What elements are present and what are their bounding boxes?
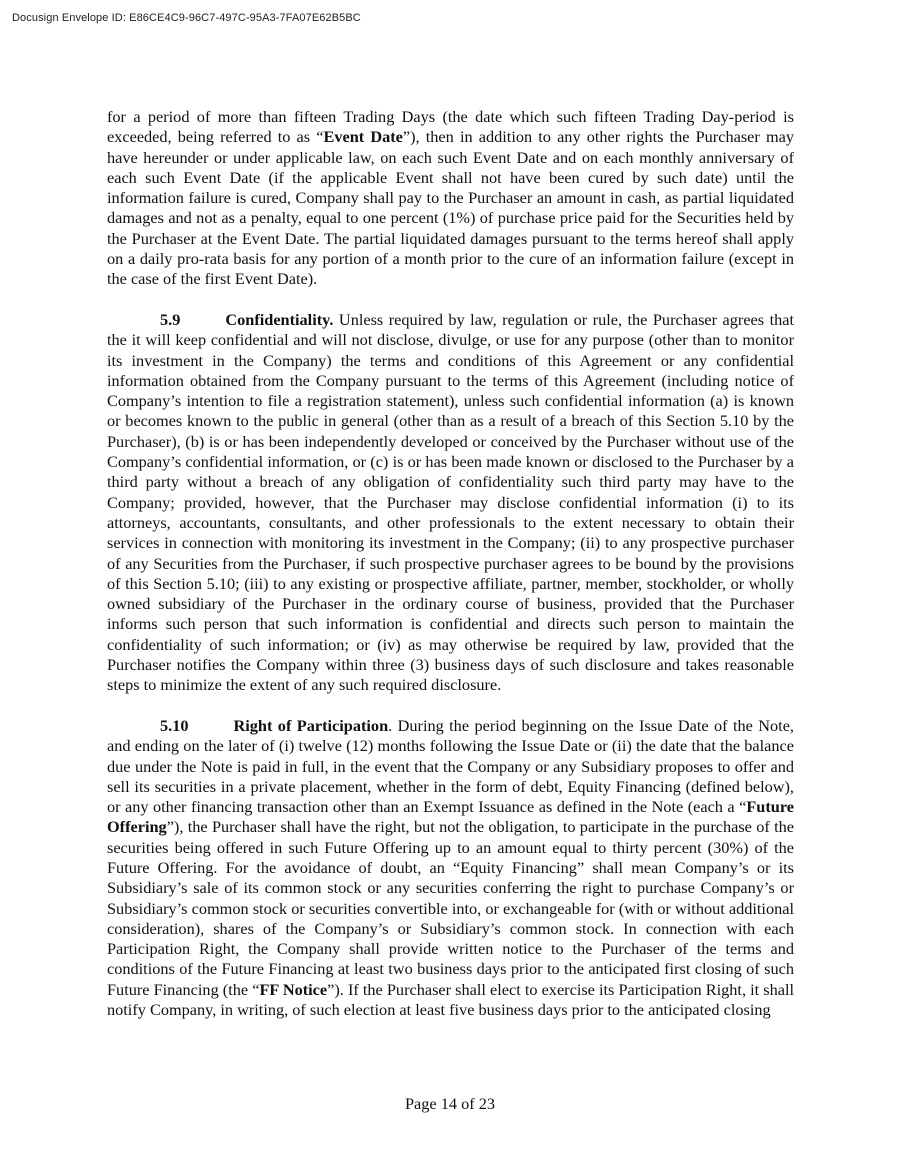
section-5-9 bbox=[107, 310, 794, 696]
paragraph-event-date bbox=[107, 107, 794, 290]
defined-term-ff-notice: FF Notice bbox=[259, 979, 328, 999]
envelope-id: Docusign Envelope ID: E86CE4C9-96C7-497C-95A3-7FA07E62B5BC bbox=[12, 12, 361, 24]
section-5-10 bbox=[107, 716, 794, 1020]
section-heading: Confidentiality. bbox=[225, 309, 334, 329]
document-body bbox=[107, 107, 794, 1041]
defined-term-event-date: Event Date bbox=[323, 127, 403, 147]
section-number: 5.10 bbox=[160, 715, 189, 735]
page-number: Page 14 of 23 bbox=[405, 1094, 495, 1113]
paragraph-text: Unless required by law, regulation or rule, the Purchaser agrees that the it will keep confidential and will not disclose, divulge, or use for any purpose (other than to monitor its investment in the Company) the terms and conditions of this Agreement or any confidential information obtained from the Company pursuant to the terms of this Agreement (including notice of Company’s intention to file a registration statement), unless such confidential information (a) is known or becomes known to the public in general (other than as a result of a breach of this Section 5.10 by the Purchaser), (b) is or has been independently developed or conceived by the Purchaser without use of the Company’s confidential information, or (c) is or has been made known or disclosed to the Purchaser by a third party without a breach of any obligation of confidentiality such third party may have to the Company; provided, however, that the Purchaser may disclose confidential information (i) to its attorneys, accountants, consultants, and other professionals to the extent necessary to obtain their services in connection with monitoring its investment in the Company; (ii) to any prospective purchaser of any Securities from the Purchaser, if such prospective purchaser agrees to be bound by the provisions of this Section 5.10; (iii) to any existing or prospective affiliate, partner, member, stockholder, or wholly owned subsidiary of the Purchaser in the ordinary course of business, provided that the Purchaser informs such person that such information is confidential and directs such person to maintain the confidentiality of such information; or (iv) as may otherwise be required by law, provided that the Purchaser notifies the Company within three (3) business days of such disclosure and takes reasonable steps to minimize the extent of any such required disclosure. bbox=[107, 309, 794, 695]
section-number: 5.9 bbox=[160, 309, 181, 329]
paragraph-text: ”), the Purchaser shall have the right, but not the obligation, to participate in the purchase of the securities being offered in such Future Offering up to an amount equal to thirty percent (30%) of the Future Offering. For the avoidance of doubt, an “Equity Financing” shall mean Company’s or its Subsidiary’s sale of its common stock or any securities conferring the right to purchase Company’s or Subsidiary’s common stock or securities convertible into, or exchangeable for (with or without additional consideration), shares of the Company’s or Subsidiary’s common stock. In connection with each Participation Right, the Company shall provide written notice to the Purchaser of the terms and conditions of the Future Financing at least two business days prior to the anticipated first closing of such Future Financing (the “ bbox=[107, 817, 794, 999]
section-heading: Right of Participation bbox=[233, 715, 389, 735]
paragraph-text: ”). If the Purchaser shall elect to exercise its Participation Right, it shall notify Company, in writing, of such election at least five business days prior to the anticipated closing bbox=[107, 979, 795, 1020]
paragraph-text: . During the period beginning on the Issue Date of the Note, and ending on the later of (i) twelve (12) months following the Issue Date or (ii) the date that the balance due under the Note is paid in full, in the event that the Company or any Subsidiary proposes to offer and sell its securities in a private placement, whether in the form of debt, Equity Financing (defined below), or any other financing transaction other than an Exempt Issuance as defined in the Note (each a “ bbox=[107, 715, 795, 817]
defined-term-future-offering: Future Offering bbox=[107, 797, 794, 837]
paragraph-text: ”), then in addition to any other rights the Purchaser may have hereunder or under applicable law, on each such Event Date and on each monthly anniversary of each such Event Date (if the applicable Event shall not have been cured by such date) until the information failure is cured, Company shall pay to the Purchaser an amount in cash, as partial liquidated damages and not as a penalty, equal to one percent (1%) of purchase price paid for the Securities held by the Purchaser at the Event Date. The partial liquidated damages pursuant to the terms hereof shall apply on a daily pro-rata basis for any portion of a month prior to the cure of an information failure (except in the case of the first Event Date). bbox=[107, 127, 794, 289]
paragraph-text: for a period of more than fifteen Trading Days (the date which such fifteen Trading Day-period is exceeded, being referred to as “ bbox=[107, 107, 794, 147]
